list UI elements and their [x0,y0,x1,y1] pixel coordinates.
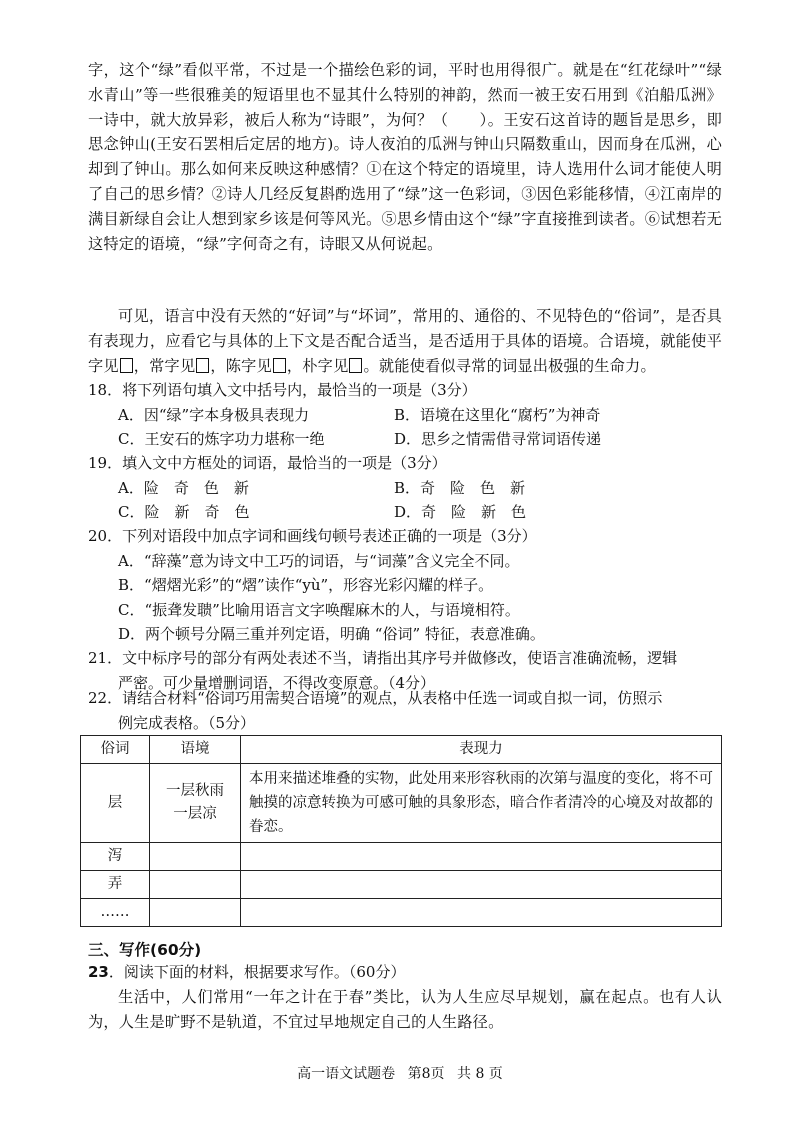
cell-context [150,764,241,843]
question-18 [88,378,728,452]
option-a: A．因“绿”字本身极具表现力 [118,405,310,424]
passage-text: ，朴字见 [286,356,349,375]
cell-description[interactable] [241,843,722,871]
header-expressiveness: 表现力 [241,736,722,764]
question-23 [88,960,405,985]
cell-word: 弄 [81,871,150,899]
cell-context[interactable] [150,843,241,871]
cell-description: 本用来描述堆叠的实物，此处用来形容秋雨的次第与温度的变化，将不可触摸的凉意转换为可感可触的具象形态，暗合作者清冷的心境及对故都的眷恋。 [241,764,722,843]
question-19 [88,451,728,525]
passage-text: ，常字见 [133,356,196,375]
table-header-row [81,736,722,764]
page-number: 第8页 [407,1066,445,1082]
table-row [81,764,722,843]
exam-name: 高一语文试题卷 [297,1066,396,1082]
writing-material: 生活中，人们常用“一年之计在于春”类比，认为人生应尽早规划，赢在起点。也有人认为，人生是旷野不是轨道，不宜过早地规定自己的人生路径。 [88,988,722,1031]
page-total: 共 8 页 [457,1066,503,1082]
cell-context[interactable] [150,871,241,899]
option-d: D．思乡之情需借寻常词语传递 [394,430,602,449]
blank-box [349,358,362,373]
cell-word: 泻 [81,843,150,871]
question-stem: 18．将下列语句填入文中括号内，最恰当的一项是（3分） [88,381,477,399]
option-a: A．“辞藻”意为诗文中工巧的词语，与“词藻”含义完全不同。 [118,551,520,570]
header-context: 语境 [150,736,241,764]
option-d: D．奇 险 新 色 [394,503,527,522]
question-stem: ．阅读下面的材料，根据要求写作。（60分） [108,963,406,981]
blank-box [196,358,209,373]
question-stem-continued: 严密。可少量增删词语，不得改变原意。（4分） [118,673,436,692]
passage-text: 。就能使看似寻常的词显出极强的生命力。 [363,356,656,375]
question-stem: 22．请结合材料“俗词巧用需契合语境”的观点，从表格中任选一词或自拟一词，仿照示 [88,689,663,707]
context-line: 一层凉 [173,806,217,822]
question-stem: 19．填入文中方框处的词语，最恰当的一项是（3分） [88,454,447,472]
option-row [88,427,728,452]
option-c: C．“振聋发聩”比喻用语言文字唤醒麻木的人，与语境相符。 [118,600,520,619]
option-d: D．两个顿号分隔三重并列定语，明确 “俗词” 特征，表意准确。 [118,625,545,644]
option-c: C．险 新 奇 色 [118,503,250,522]
cell-word: …… [81,899,150,927]
question-number: 23 [88,963,109,981]
option-row [88,476,728,501]
option-b: B．“熠熠光彩”的“熠”读作“yù”，形容光彩闪耀的样子。 [118,576,494,595]
passage-text: ，陈字见 [210,356,272,375]
cell-description[interactable] [241,871,722,899]
page-footer [0,1063,800,1083]
blank-box [273,358,286,373]
answer-table [80,735,722,927]
option-c: C．王安石的炼字功力堪称一绝 [118,430,325,449]
passage-text: 可见，语言中没有天然的“好词”与“坏词”，常用的、通俗的、不见特色的“俗词”，是否具有表现力，应看它与具体的上下文是否配合适当，是否适用于具体的语境。合语境，就能使平字见 [88,307,722,375]
option-a: A．险 奇 色 新 [118,478,249,497]
cell-context[interactable] [150,899,241,927]
option-b: B．奇 险 色 新 [394,478,526,497]
question-22 [88,686,728,735]
blank-box [120,358,133,373]
question-stem-continued: 例完成表格。（5分） [118,713,256,732]
cell-description[interactable] [241,899,722,927]
question-20 [88,524,728,647]
question-stem: 20．下列对语段中加点字词和画线句顿号表述正确的一项是（3分） [88,527,537,545]
section-title: 三、写作(60分) [88,941,202,959]
option-row [88,500,728,525]
question-stem: 21．文中标序号的部分有两处表述不当，请指出其序号并做修改，使语言准确流畅，逻辑 [88,649,678,667]
table-row [81,871,722,899]
context-line: 一层秋雨 [166,783,224,799]
passage-paragraph-2 [88,304,722,378]
table-row [81,843,722,871]
cell-word: 层 [81,764,150,843]
header-word: 俗词 [81,736,150,764]
option-b: B．语境在这里化“腐朽”为神奇 [394,405,601,424]
option-row [88,403,728,428]
table-row [81,899,722,927]
passage-paragraph-1: 字，这个“绿”看似平常，不过是一个描绘色彩的词，平时也用得很广。就是在“红花绿叶”“绿水青山”等一些很雅美的短语里也不显其什么特别的神韵，然而一被王安石用到《泊船瓜洲》一诗中，就大放异彩，被后人称为“诗眼”，为何？（ ）。王安石这首诗的题旨是思乡，即思念钟山(王安石罢相后定居的地方)。诗人夜泊的瓜洲与钟山只隔数重山，因而身在瓜洲，心却到了钟山。那么如何来反映这种感情？①在这个特定的语境里，诗人选用什么词才能使人明了自己的思乡情？②诗人几经反复斟酌选用了“绿”这一色彩词，③因色彩能移情，④江南岸的满目新绿自会让人想到家乡该是何等风光。⑤思乡情由这个“绿”字直接推到读者。⑥试想若无这特定的语境，“绿”字何奇之有，诗眼又从何说起。 [88,61,722,253]
